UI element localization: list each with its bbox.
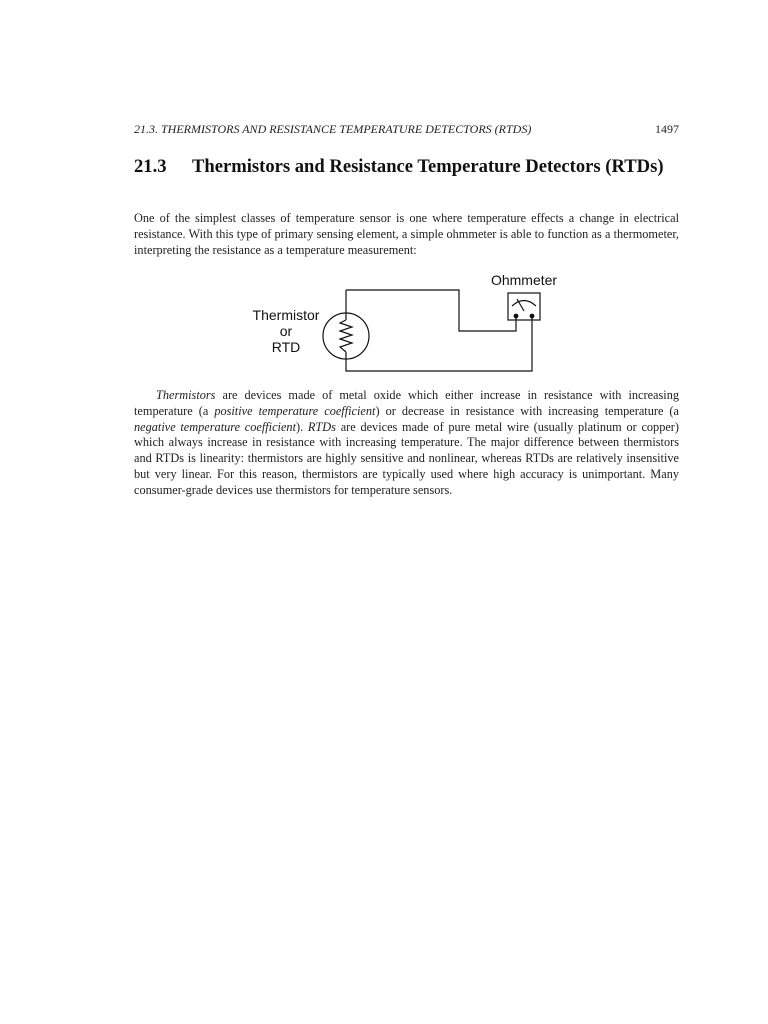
body-paragraph <box>134 388 679 499</box>
ohmmeter-label: Ohmmeter <box>490 272 558 288</box>
term-rtds: RTDs <box>307 419 336 434</box>
term-thermistors: Thermistors <box>156 388 216 402</box>
sensor-label-line2: or <box>279 323 293 339</box>
body-text-4: are devices made of pure metal wire (usually platinum or copper) which always increase in resistance with increasing temperature. The major difference between thermistors and RTDs is linearity: thermistors are highly sensitive and nonlinear, whereas RTDs are relatively insensitive but very linear. For this reason, thermistors are typically used where high accuracy is unimportant. Many consumer-grade devices use thermistors for temperature sensors. <box>134 419 679 497</box>
sensor-label-line1: Thermistor <box>252 307 320 323</box>
section-title: Thermistors and Resistance Temperature Detectors (RTDs) <box>192 156 664 177</box>
page-number: 1497 <box>655 122 679 136</box>
running-title: 21.3. THERMISTORS AND RESISTANCE TEMPERATURE DETECTORS (RTDS) <box>134 122 532 136</box>
running-header <box>134 122 679 137</box>
section-number: 21.3 <box>134 156 167 177</box>
section-heading <box>134 155 679 178</box>
term-ntc: negative temperature coefficient <box>134 419 296 434</box>
sensor-label-line3: RTD <box>271 339 301 355</box>
body-text-2: ) or decrease in resistance with increasing temperature (a <box>375 403 679 418</box>
ohmmeter-symbol <box>508 293 540 320</box>
body-text-3: ). <box>296 419 308 434</box>
body-text-1: are devices made of metal oxide which either increase in resistance with increasing temperature (a <box>134 388 679 418</box>
circuit-wires <box>346 290 532 371</box>
term-ptc: positive temperature coefficient <box>214 403 376 418</box>
ohmmeter-circuit-diagram <box>240 268 570 378</box>
intro-paragraph: One of the simplest classes of temperature sensor is one where temperature effects a change in electrical resistance. With this type of primary sensing element, a simple ohmmeter is able to function as a thermometer, interpreting the resistance as a temperature measurement: <box>134 211 679 257</box>
